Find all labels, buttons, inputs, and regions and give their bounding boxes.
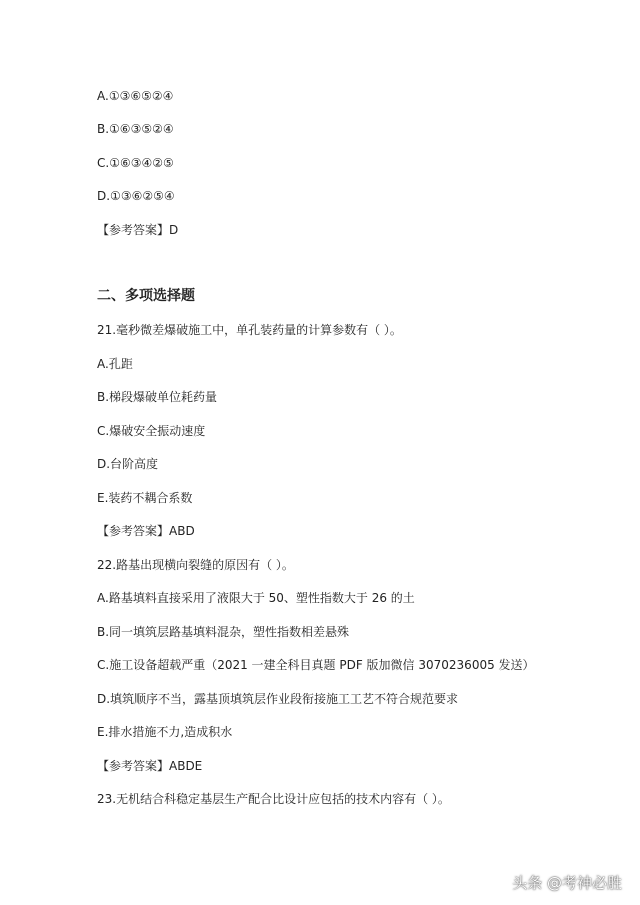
section-title: 二、多项选择题: [97, 288, 195, 304]
q22-option-e: E.排水措施不力,造成积水: [97, 725, 233, 739]
q22-answer: 【参考答案】ABDE: [97, 759, 203, 773]
q21-answer: 【参考答案】ABD: [97, 524, 195, 538]
q21-question: 21.毫秒微差爆破施工中，单孔装药量的计算参数有（ ）。: [97, 323, 402, 337]
q20-option-c: C.①⑥③④②⑤: [97, 156, 174, 170]
q21-option-d: D.台阶高度: [97, 457, 159, 471]
q21-option-c: C.爆破安全振动速度: [97, 424, 206, 438]
q22-option-b: B.同一填筑层路基填料混杂，塑性指数相差悬殊: [97, 625, 350, 639]
q22-question: 22.路基出现横向裂缝的原因有（ ）。: [97, 558, 294, 572]
q23-question: 23.无机结合科稳定基层生产配合比设计应包括的技术内容有（ ）。: [97, 792, 450, 806]
q21-option-e: E.装药不耦合系数: [97, 491, 193, 505]
q20-option-b: B.①⑥③⑤②④: [97, 122, 174, 136]
q21-option-b: B.梯段爆破单位耗药量: [97, 390, 218, 404]
q20-option-a: A.①③⑥⑤②④: [97, 89, 174, 103]
q20-option-d: D.①③⑥②⑤④: [97, 189, 175, 203]
q22-option-a: A.路基填料直接采用了液限大于 50、塑性指数大于 26 的土: [97, 591, 415, 605]
q22-option-c: C.施工设备超载严重（2021 一建全科目真题 PDF 版加微信 3070236005 发送）: [97, 658, 535, 672]
q20-answer: 【参考答案】D: [97, 223, 179, 237]
q22-option-d: D.填筑顺序不当，露基顶填筑层作业段衔接施工工艺不符合规范要求: [97, 692, 459, 706]
watermark: 头条 @考神必胜: [512, 874, 622, 892]
q21-option-a: A.孔距: [97, 357, 133, 371]
